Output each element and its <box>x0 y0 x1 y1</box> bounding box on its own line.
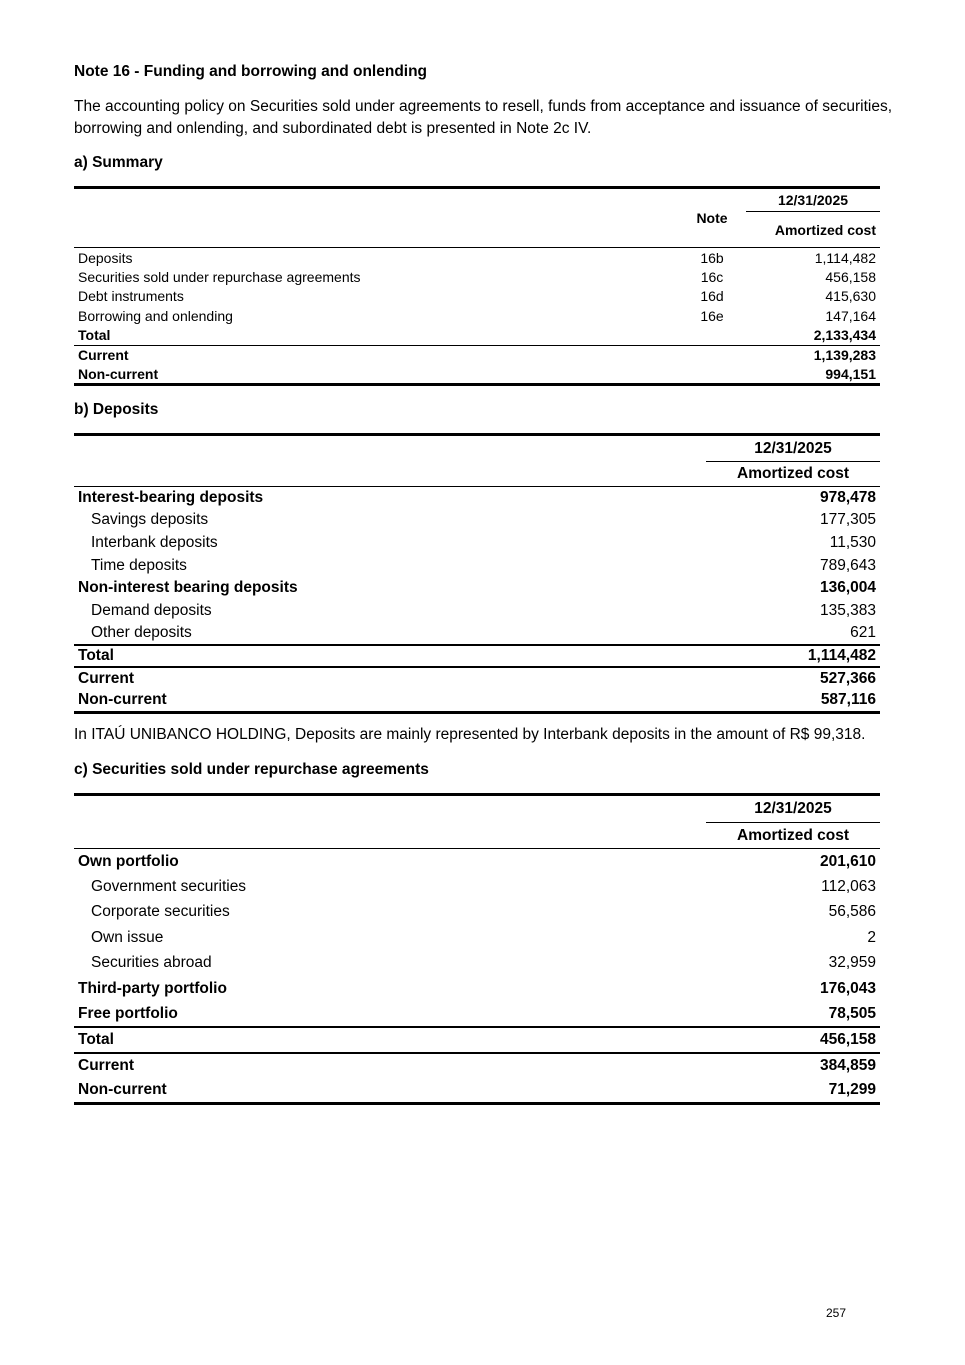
deposits-row-value: 135,383 <box>819 601 876 619</box>
summary-row-note: 16e <box>700 307 724 324</box>
deposits-row-value: 136,004 <box>819 579 876 597</box>
deposits-total-label: Total <box>74 645 706 668</box>
summary-total-value: 2,133,434 <box>746 326 880 346</box>
repo-row-label: Third-party portfolio <box>78 979 227 997</box>
deposits-total-value: 1,114,482 <box>706 645 880 668</box>
summary-current-value: 1,139,283 <box>813 347 876 363</box>
deposits-current-value: 527,366 <box>819 670 876 688</box>
summary-row-label: Deposits <box>78 249 133 266</box>
summary-noncurrent-value: 994,151 <box>746 365 880 385</box>
summary-row-value: 147,164 <box>825 307 876 324</box>
deposits-row-value: 11,530 <box>829 533 876 551</box>
summary-row-value: 415,630 <box>825 288 876 305</box>
repo-current-value: 384,859 <box>819 1056 876 1074</box>
page-number: 257 <box>826 1306 847 1320</box>
repo-total-value: 456,158 <box>706 1027 880 1053</box>
summary-row-value: 456,158 <box>825 268 876 285</box>
summary-row-label: Debt instruments <box>78 288 184 305</box>
repo-noncurrent-label: Non-current <box>74 1078 706 1104</box>
summary-total-label: Total <box>74 326 678 346</box>
repo-table <box>74 793 880 1105</box>
repo-row-label: Own portfolio <box>78 852 179 870</box>
repo-row-label: Free portfolio <box>74 1002 706 1028</box>
summary-row-note: 16b <box>700 249 724 266</box>
deposits-row-label: Interbank deposits <box>91 533 218 551</box>
note-title: Note 16 - Funding and borrowing and onlending <box>74 63 428 80</box>
deposits-noncurrent-label: Non-current <box>74 690 706 713</box>
repo-amount-header: Amortized cost <box>706 823 880 849</box>
repo-row-label: Own issue <box>91 928 164 946</box>
deposits-row-value: 621 <box>706 622 880 645</box>
deposits-table <box>74 433 880 714</box>
repo-date-header: 12/31/2025 <box>706 795 880 823</box>
repo-heading: c) Securities sold under repurchase agreements <box>74 761 429 778</box>
deposits-footnote: In ITAÚ UNIBANCO HOLDING, Deposits are mainly represented by Interbank deposits in the amount of R$ 99,318. <box>74 726 866 743</box>
summary-current-label: Current <box>78 347 129 363</box>
summary-date-header: 12/31/2025 <box>746 188 880 212</box>
repo-row-value: 2 <box>867 928 876 946</box>
deposits-amount-header: Amortized cost <box>706 462 880 487</box>
deposits-heading: b) Deposits <box>74 401 159 418</box>
summary-row-value: 1,114,482 <box>814 249 876 266</box>
summary-heading: a) Summary <box>74 154 163 171</box>
summary-amount-header: Amortized cost <box>746 212 880 248</box>
repo-row-value: 176,043 <box>819 979 876 997</box>
deposits-date-header: 12/31/2025 <box>706 435 880 462</box>
summary-row-label: Borrowing and onlending <box>78 307 233 324</box>
deposits-row-label: Time deposits <box>91 556 187 574</box>
repo-row-value: 78,505 <box>706 1002 880 1028</box>
repo-total-label: Total <box>74 1027 706 1053</box>
deposits-noncurrent-value: 587,116 <box>706 690 880 713</box>
intro-paragraph: The accounting policy on Securities sold under agreements to resell, funds from acceptance and issuance of securities, borrowing and onlending, and subordinated debt is presented in Note 2c IV. <box>74 98 892 137</box>
repo-row-label: Government securities <box>91 877 247 895</box>
repo-row-value: 112,063 <box>821 877 876 895</box>
deposits-row-value: 789,643 <box>819 556 876 574</box>
summary-row-note: 16d <box>700 288 724 305</box>
deposits-row-value: 978,478 <box>819 489 876 507</box>
repo-noncurrent-value: 71,299 <box>706 1078 880 1104</box>
repo-row-label: Corporate securities <box>91 903 230 921</box>
summary-row-note: 16c <box>700 268 724 285</box>
deposits-row-label: Non-interest bearing deposits <box>78 579 298 597</box>
repo-row-label: Securities abroad <box>91 954 212 972</box>
deposits-row-label: Other deposits <box>74 622 706 645</box>
repo-current-label: Current <box>78 1056 134 1074</box>
note-column-header: Note <box>678 188 746 248</box>
deposits-row-label: Savings deposits <box>91 511 209 529</box>
deposits-row-label: Demand deposits <box>91 601 212 619</box>
summary-table <box>74 186 880 386</box>
repo-row-value: 56,586 <box>828 903 876 921</box>
summary-noncurrent-label: Non-current <box>74 365 678 385</box>
repo-row-value: 201,610 <box>819 852 876 870</box>
repo-row-value: 32,959 <box>828 954 876 972</box>
deposits-row-value: 177,305 <box>819 511 876 529</box>
deposits-row-label: Interest-bearing deposits <box>78 489 264 507</box>
summary-row-label: Securities sold under repurchase agreements <box>78 268 361 285</box>
deposits-current-label: Current <box>78 670 134 688</box>
